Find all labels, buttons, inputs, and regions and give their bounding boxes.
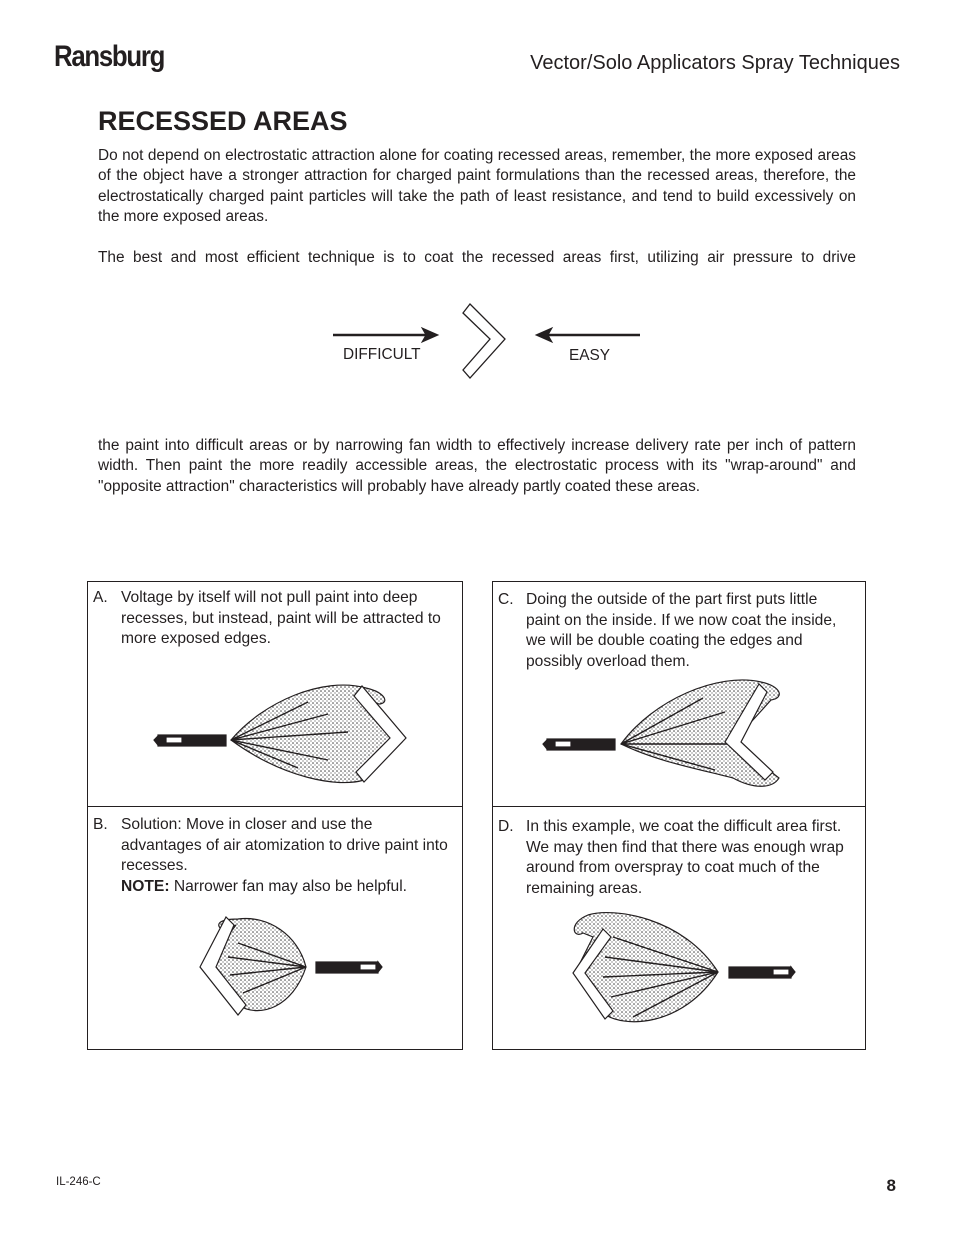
cell-c [493, 582, 865, 807]
page-number: 8 [886, 1176, 896, 1195]
intro-paragraph: Do not depend on electrostatic attraction alone for coating recessed areas, remember, the more exposed areas of the object have a stronger attraction for charged paint formulations than the recessed areas, therefore, the electrostatically charged paint particles will take the path of least resistance, and tend to build excessively on the more exposed areas. [98, 147, 856, 226]
illustration-d [493, 807, 867, 1051]
document-title: Vector/Solo Applicators Spray Techniques [530, 52, 900, 74]
cell-b-letter: B. [93, 816, 108, 833]
cell-b-body: Solution: Move in closer and use the advantages of air atomization to drive paint into recesses. [121, 816, 448, 875]
cell-c-body: Doing the outside of the part first puts little paint on the inside. If we now coat the inside, we will be double coating the edges and possibly overload them. [526, 591, 837, 670]
cell-d [493, 807, 865, 1049]
continuation-paragraph: the paint into difficult areas or by narrowing fan width to effectively increase delivery rate per inch of pattern width. Then paint the more readily accessible areas, the electrostatic process with its "wrap-around" and "opposite attraction" characteristics will probably have already partly coated these areas. [98, 437, 856, 495]
difficult-label: DIFFICULT [343, 346, 421, 363]
section-heading: RECESSED AREAS [98, 106, 348, 136]
cell-a-body: Voltage by itself will not pull paint into deep recesses, but instead, paint will be attracted to more exposed edges. [121, 589, 441, 648]
note-label: NOTE: [121, 877, 170, 895]
panel-right [492, 581, 866, 1050]
cell-c-letter: C. [498, 591, 514, 608]
cell-a [88, 582, 462, 807]
illustration-a [88, 582, 464, 806]
document-id: IL-246-C [56, 1176, 101, 1188]
note-text: Narrower fan may also be helpful. [173, 877, 408, 895]
recessed-part-shape [463, 304, 505, 378]
easy-label: EASY [569, 347, 611, 364]
technique-paragraph: The best and most efficient technique is to coat the recessed areas first, utilizing air pressure to drive [98, 249, 856, 266]
illustration-c [493, 582, 867, 806]
cell-d-letter: D. [498, 818, 514, 835]
cell-b [88, 807, 462, 1049]
illustration-b [88, 807, 464, 1051]
brand-logo: Ransburg [54, 40, 165, 73]
cell-d-body: In this example, we coat the difficult area first. We may then find that there was enough wrap around from overspray to coat much of the remaining areas. [526, 818, 844, 897]
cell-a-letter: A. [93, 589, 108, 606]
panel-left [87, 581, 463, 1050]
